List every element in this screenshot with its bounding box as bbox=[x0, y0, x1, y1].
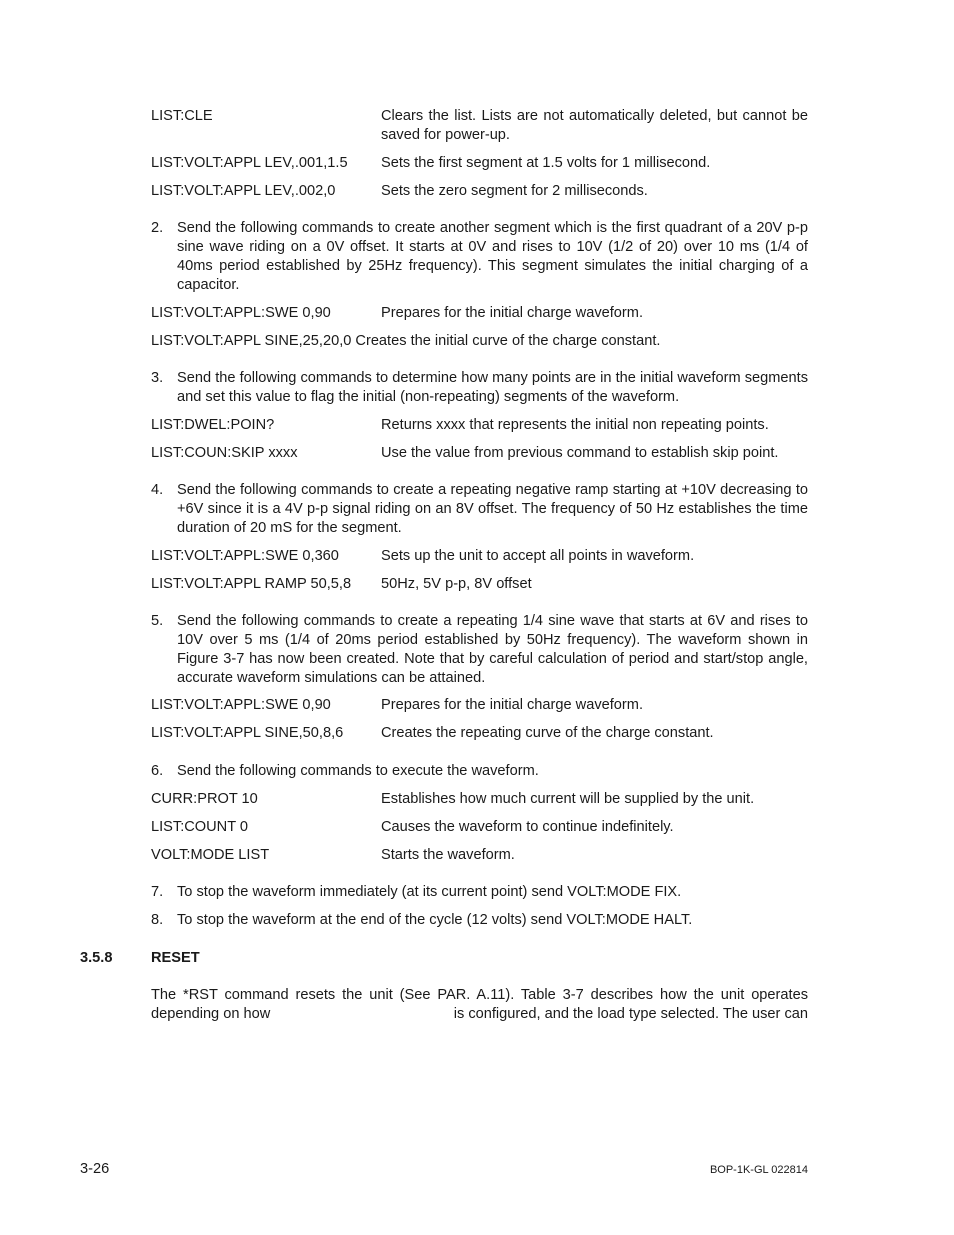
command-dwel-poin: LIST:DWEL:POIN? bbox=[151, 417, 275, 433]
command-curr-prot: CURR:PROT 10 bbox=[151, 791, 258, 807]
reset-paragraph-line-2-start: depending on how bbox=[151, 1006, 271, 1022]
command-sine: LIST:VOLT:APPL SINE,50,8,6 bbox=[151, 725, 344, 741]
command-description: Creates the repeating curve of the charge constant. bbox=[381, 725, 714, 741]
command-description: Prepares for the initial charge waveform. bbox=[381, 305, 643, 321]
command-list-volt-appl-lev-1: LIST:VOLT:APPL LEV,.001,1.5 bbox=[151, 155, 348, 171]
command-coun-skip: LIST:COUN:SKIP xxxx bbox=[151, 445, 298, 461]
command-ramp: LIST:VOLT:APPL RAMP 50,5,8 bbox=[151, 576, 352, 592]
command-sweep: LIST:VOLT:APPL:SWE 0,360 bbox=[151, 548, 339, 564]
command-description: Causes the waveform to continue indefinitely. bbox=[381, 819, 674, 835]
reset-paragraph-line-1: The *RST command resets the unit (See PAR. A.11). Table 3-7 describes how the unit operates bbox=[151, 987, 808, 1003]
step-text: Send the following commands to execute the waveform. bbox=[177, 763, 539, 779]
step-text: Send the following commands to create a repeating negative ramp starting at +10V decreasing to +6V since it is a 4V p-p signal riding on an 8V offset. The frequency of 50 Hz establishes the time duration of 20 mS for the segment. bbox=[177, 482, 808, 536]
step-text: To stop the waveform at the end of the cycle (12 volts) send VOLT:MODE HALT. bbox=[177, 912, 693, 928]
step-number: 7. bbox=[151, 884, 164, 900]
command-description: Use the value from previous command to establish skip point. bbox=[381, 445, 779, 461]
step-number: 3. bbox=[151, 370, 164, 386]
step-number: 5. bbox=[151, 613, 164, 629]
command-list-cle: LIST:CLE bbox=[151, 108, 213, 124]
step-text: Send the following commands to create another segment which is the first quadrant of a 20V p-p sine wave riding on a 0V offset. It starts at 0V and rises to 10V (1/2 of 20) over 10 ms (1/4 of 40ms period established by 25Hz frequency). This segment simulates the initial charging of a capacitor. bbox=[177, 220, 808, 293]
command-sweep: LIST:VOLT:APPL:SWE 0,90 bbox=[151, 305, 331, 321]
command-list-volt-appl-lev-2: LIST:VOLT:APPL LEV,.002,0 bbox=[151, 183, 336, 199]
command-description: Sets up the unit to accept all points in waveform. bbox=[381, 548, 695, 564]
step-text: Send the following commands to create a repeating 1/4 sine wave that starts at 6V and rises to 10V over 5 ms (1/4 of 20ms period established by 50Hz frequency). The waveform shown in Figure 3-7 has now been created. Note that by careful calculation of period and start/stop angle, accurate waveform simulations can be attained. bbox=[177, 613, 808, 686]
command-list-count: LIST:COUNT 0 bbox=[151, 819, 249, 835]
command-description: 50Hz, 5V p-p, 8V offset bbox=[381, 576, 532, 592]
page-number: 3-26 bbox=[80, 1161, 110, 1177]
section-number: 3.5.8 bbox=[80, 950, 113, 966]
command-description: Sets the first segment at 1.5 volts for 1 millisecond. bbox=[381, 155, 711, 171]
step-text: Send the following commands to determine how many points are in the initial waveform segments and set this value to flag the initial (non-repeating) segments of the waveform. bbox=[177, 370, 808, 405]
command-sine-line: LIST:VOLT:APPL SINE,25,20,0 Creates the initial curve of the charge constant. bbox=[151, 333, 661, 349]
command-description: Prepares for the initial charge waveform. bbox=[381, 697, 643, 713]
step-number: 2. bbox=[151, 220, 164, 236]
step-text: To stop the waveform immediately (at its current point) send VOLT:MODE FIX. bbox=[177, 884, 682, 900]
command-description: Starts the waveform. bbox=[381, 847, 515, 863]
step-number: 6. bbox=[151, 763, 164, 779]
step-number: 4. bbox=[151, 482, 164, 498]
step-number: 8. bbox=[151, 912, 164, 928]
document-id: BOP-1K-GL 022814 bbox=[709, 1164, 808, 1176]
section-title: RESET bbox=[151, 950, 200, 966]
command-volt-mode-list: VOLT:MODE LIST bbox=[151, 847, 270, 863]
command-description: Clears the list. Lists are not automatically deleted, but cannot be saved for power-up. bbox=[381, 108, 808, 143]
command-description: Returns xxxx that represents the initial non repeating points. bbox=[381, 417, 769, 433]
command-sweep: LIST:VOLT:APPL:SWE 0,90 bbox=[151, 697, 331, 713]
reset-paragraph-line-2-end: is configured, and the load type selected. The user can bbox=[453, 1006, 808, 1022]
command-description: Establishes how much current will be supplied by the unit. bbox=[381, 791, 755, 807]
command-description: Sets the zero segment for 2 milliseconds. bbox=[381, 183, 648, 199]
